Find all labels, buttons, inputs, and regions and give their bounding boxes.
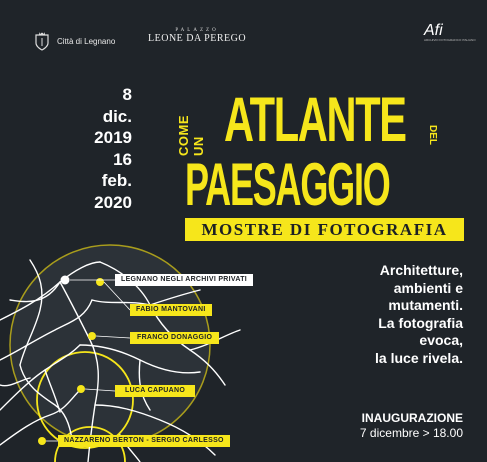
tagline (320, 262, 463, 367)
label-fabio-mantovani: FABIO MANTOVANI (130, 304, 212, 316)
afi-logo-subtext: ARCHIVIO FOTOGRAFICO ITALIANO (424, 38, 476, 42)
marker-archivi (61, 276, 70, 285)
palazzo-logo (148, 28, 246, 44)
date-start-month: dic. (102, 106, 132, 126)
city-logo (33, 31, 115, 51)
inauguration-info (300, 411, 463, 441)
date-end-year: 2020 (94, 192, 132, 212)
title-paesaggio: PAESAGGIO (185, 151, 390, 218)
marker-berton (38, 437, 46, 445)
tagline-line: Architetture, (379, 262, 463, 278)
inauguration-date: 7 dicembre > 18.00 (359, 426, 463, 440)
inauguration-title: INAUGURAZIONE (361, 411, 463, 425)
title-atlante: ATLANTE (224, 85, 406, 155)
marker-capuano (77, 385, 85, 393)
date-start-year: 2019 (94, 128, 132, 147)
tagline-line: ambienti e (393, 279, 463, 296)
date-start-day: 8 (122, 85, 132, 104)
tagline-line: La fotografia (378, 314, 463, 331)
label-franco-donaggio: FRANCO DONAGGIO (130, 332, 219, 344)
tagline-line: evoca, (419, 332, 463, 348)
label-archivi-privati: LEGNANO NEGLI ARCHIVI PRIVATI (115, 274, 253, 286)
tagline-line: la luce rivela. (375, 349, 463, 366)
marker-mantovani (96, 278, 104, 286)
date-end-month: feb. (101, 171, 132, 190)
palazzo-logo-small: PALAZZO (175, 28, 219, 33)
palazzo-logo-big: LEONE DA PEREGO (148, 33, 247, 44)
label-berton-carlesso: NAZZARENO BERTON - SERGIO CARLESSO (58, 435, 230, 447)
exhibition-dates (70, 84, 132, 213)
logo-row (0, 22, 487, 54)
city-crest-icon (33, 31, 51, 51)
date-end-day: 16 (113, 149, 132, 169)
subtitle-banner: MOSTRE DI FOTOGRAFIA (185, 218, 464, 241)
marker-donaggio (88, 332, 96, 340)
title-come-un: COME UN (176, 115, 206, 156)
afi-logo-text: Afi (424, 22, 443, 39)
city-logo-text: Città di Legnano (57, 36, 116, 46)
label-luca-capuano: LUCA CAPUANO (115, 385, 195, 397)
title-del: DEL (427, 125, 438, 145)
tagline-line: mutamenti. (388, 297, 463, 313)
afi-logo (424, 22, 476, 42)
